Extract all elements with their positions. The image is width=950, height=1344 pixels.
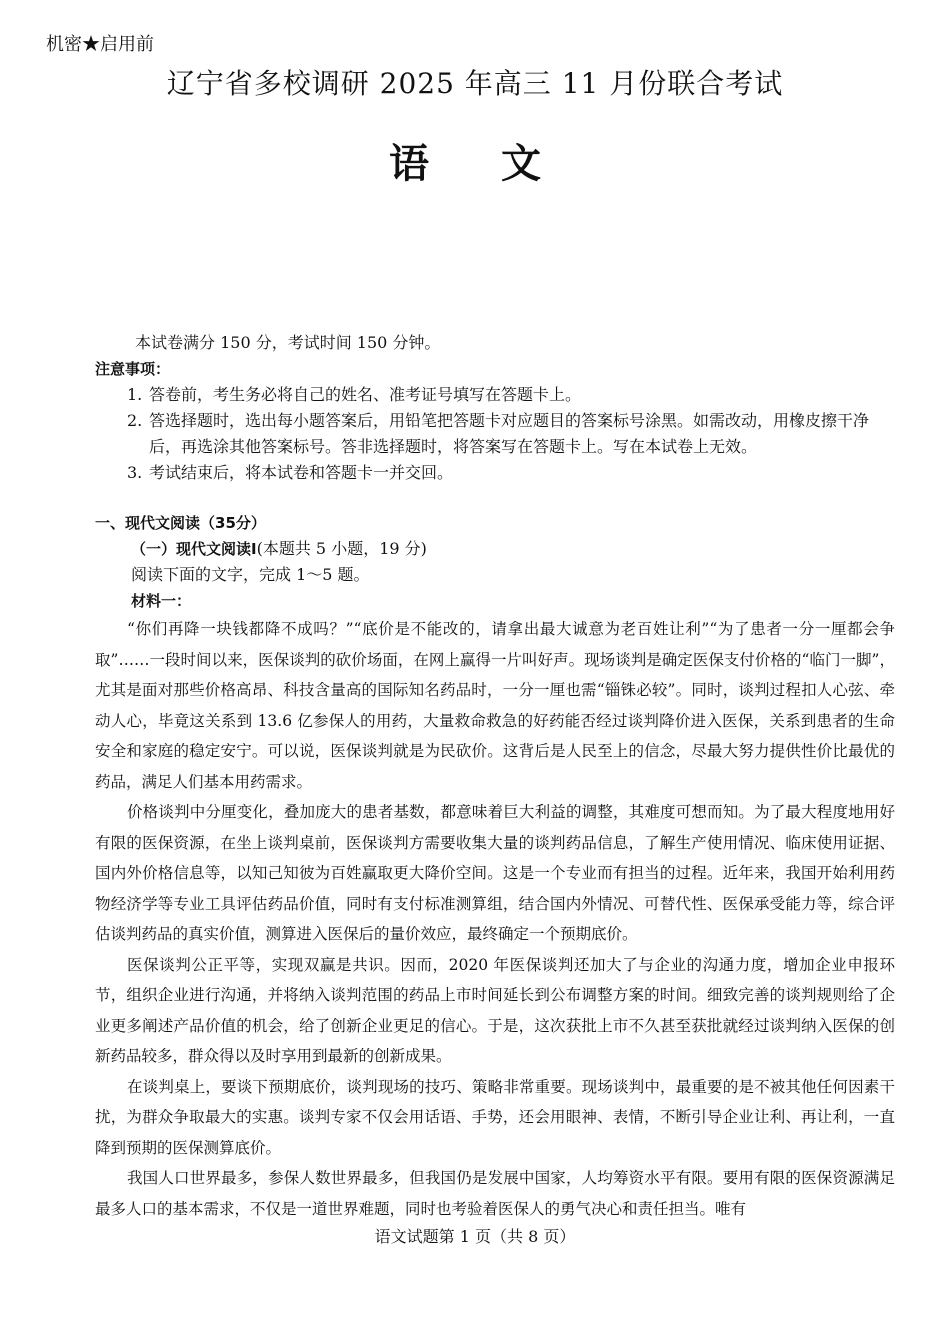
notice-item [127, 408, 895, 460]
material-paragraph: 在谈判桌上，要谈下预期底价，谈判现场的技巧、策略非常重要。现场谈判中，最重要的是不被其他任何因素干扰，为群众争取最大的实惠。谈判专家不仅会用话语、手势，还会用眼神、表情，不断引导企业让利、再让利，一直降到预期的医保测算底价。 [95, 1077, 895, 1157]
score-time-note: 本试卷满分 150 分，考试时间 150 分钟。 [135, 333, 441, 352]
material-paragraph: 医保谈判公正平等，实现双赢是共识。因而，2020 年医保谈判还加大了与企业的沟通力度，增加企业申报环节，组织企业进行沟通，并将纳入谈判范围的药品上市时间延长到公布调整方案的时间。细致完善的谈判规则给了企业更多阐述产品价值的机会，给了创新企业更足的信心。于是，这次获批上市不久甚至获批就经过谈判纳入医保的创新药品较多，群众得以及时享用到最新的创新成果。 [95, 955, 895, 1065]
page-footer: 语文试题第 1 页（共 8 页） [374, 1227, 576, 1246]
notice-item [127, 382, 895, 408]
notice-number: 2. [127, 411, 143, 430]
exam-title: 辽宁省多校调研 2025 年高三 11 月份联合考试 [166, 67, 784, 100]
section-title: 一、现代文阅读（35分） [95, 514, 266, 532]
notice-number: 1. [127, 385, 143, 404]
subsection-title [95, 536, 895, 562]
material-paragraph: 价格谈判中分厘变化，叠加庞大的患者基数，都意味着巨大利益的调整，其难度可想而知。为了最大程度地用好有限的医保资源，在坐上谈判桌前，医保谈判方需要收集大量的谈判药品信息，了解生产使用情况、临床使用证据、国内外价格信息等，以知己知彼为百姓赢取更大降价空间。这是一个专业而有担当的过程。近年来，我国开始利用药物经济学等专业工具评估药品价值，同时有支付标准测算组，结合国内外情况、可替代性、医保承受能力等，综合评估谈判药品的真实价值，测算进入医保后的量价效应，最终确定一个预期底价。 [95, 803, 895, 943]
subsection-label: （一）现代文阅读Ⅰ [131, 540, 257, 558]
notice-item [127, 460, 895, 486]
notice-text: 答卷前，考生务必将自己的姓名、准考证号填写在答题卡上。 [149, 385, 582, 404]
confidential-mark: 机密★启用前 [46, 34, 154, 55]
notice-number: 3. [127, 463, 143, 482]
subsection-info: (本题共 5 小题，19 分) [256, 539, 427, 558]
material-label: 材料一： [131, 592, 192, 610]
notice-title: 注意事项： [95, 360, 171, 378]
reading-instruction: 阅读下面的文字，完成 1～5 题。 [131, 565, 370, 584]
exam-content [95, 330, 895, 1224]
notice-text: 答选择题时，选出每小题答案后，用铅笔把答题卡对应题目的答案标号涂黑。如需改动，用橡皮擦干净后，再选涂其他答案标号。答非选择题时，将答案写在答题卡上。写在本试卷上无效。 [149, 411, 870, 456]
material-paragraph: 我国人口世界最多，参保人数世界最多，但我国仍是发展中国家，人均筹资水平有限。要用有限的医保资源满足最多人口的基本需求，不仅是一道世界难题，同时也考验着医保人的勇气决心和责任担当。唯有 [95, 1169, 895, 1218]
material-paragraph: “你们再降一块钱都降不成吗？”“底价是不能改的，请拿出最大诚意为老百姓让利”“为了患者一分一厘都会争取”……一段时间以来，医保谈判的砍价场面，在网上赢得一片叫好声。现场谈判是确定医保支付价格的“临门一脚”，尤其是面对那些价格高昂、科技含量高的国际知名药品时，一分一厘也需“锱铢必较”。同时，谈判过程扣人心弦、牵动人心，毕竟这关系到 13.6 亿参保人的用药，大量救命救急的好药能否经过谈判降价进入医保，关系到患者的生命安全和家庭的稳定安宁。可以说，医保谈判就是为民砍价。这背后是人民至上的信念，尽最大努力提供性价比最优的药品，满足人们基本用药需求。 [95, 620, 895, 791]
notice-list [95, 382, 895, 486]
notice-text: 考试结束后，将本试卷和答题卡一并交回。 [149, 463, 454, 482]
subject-title: 语 文 [389, 141, 561, 187]
